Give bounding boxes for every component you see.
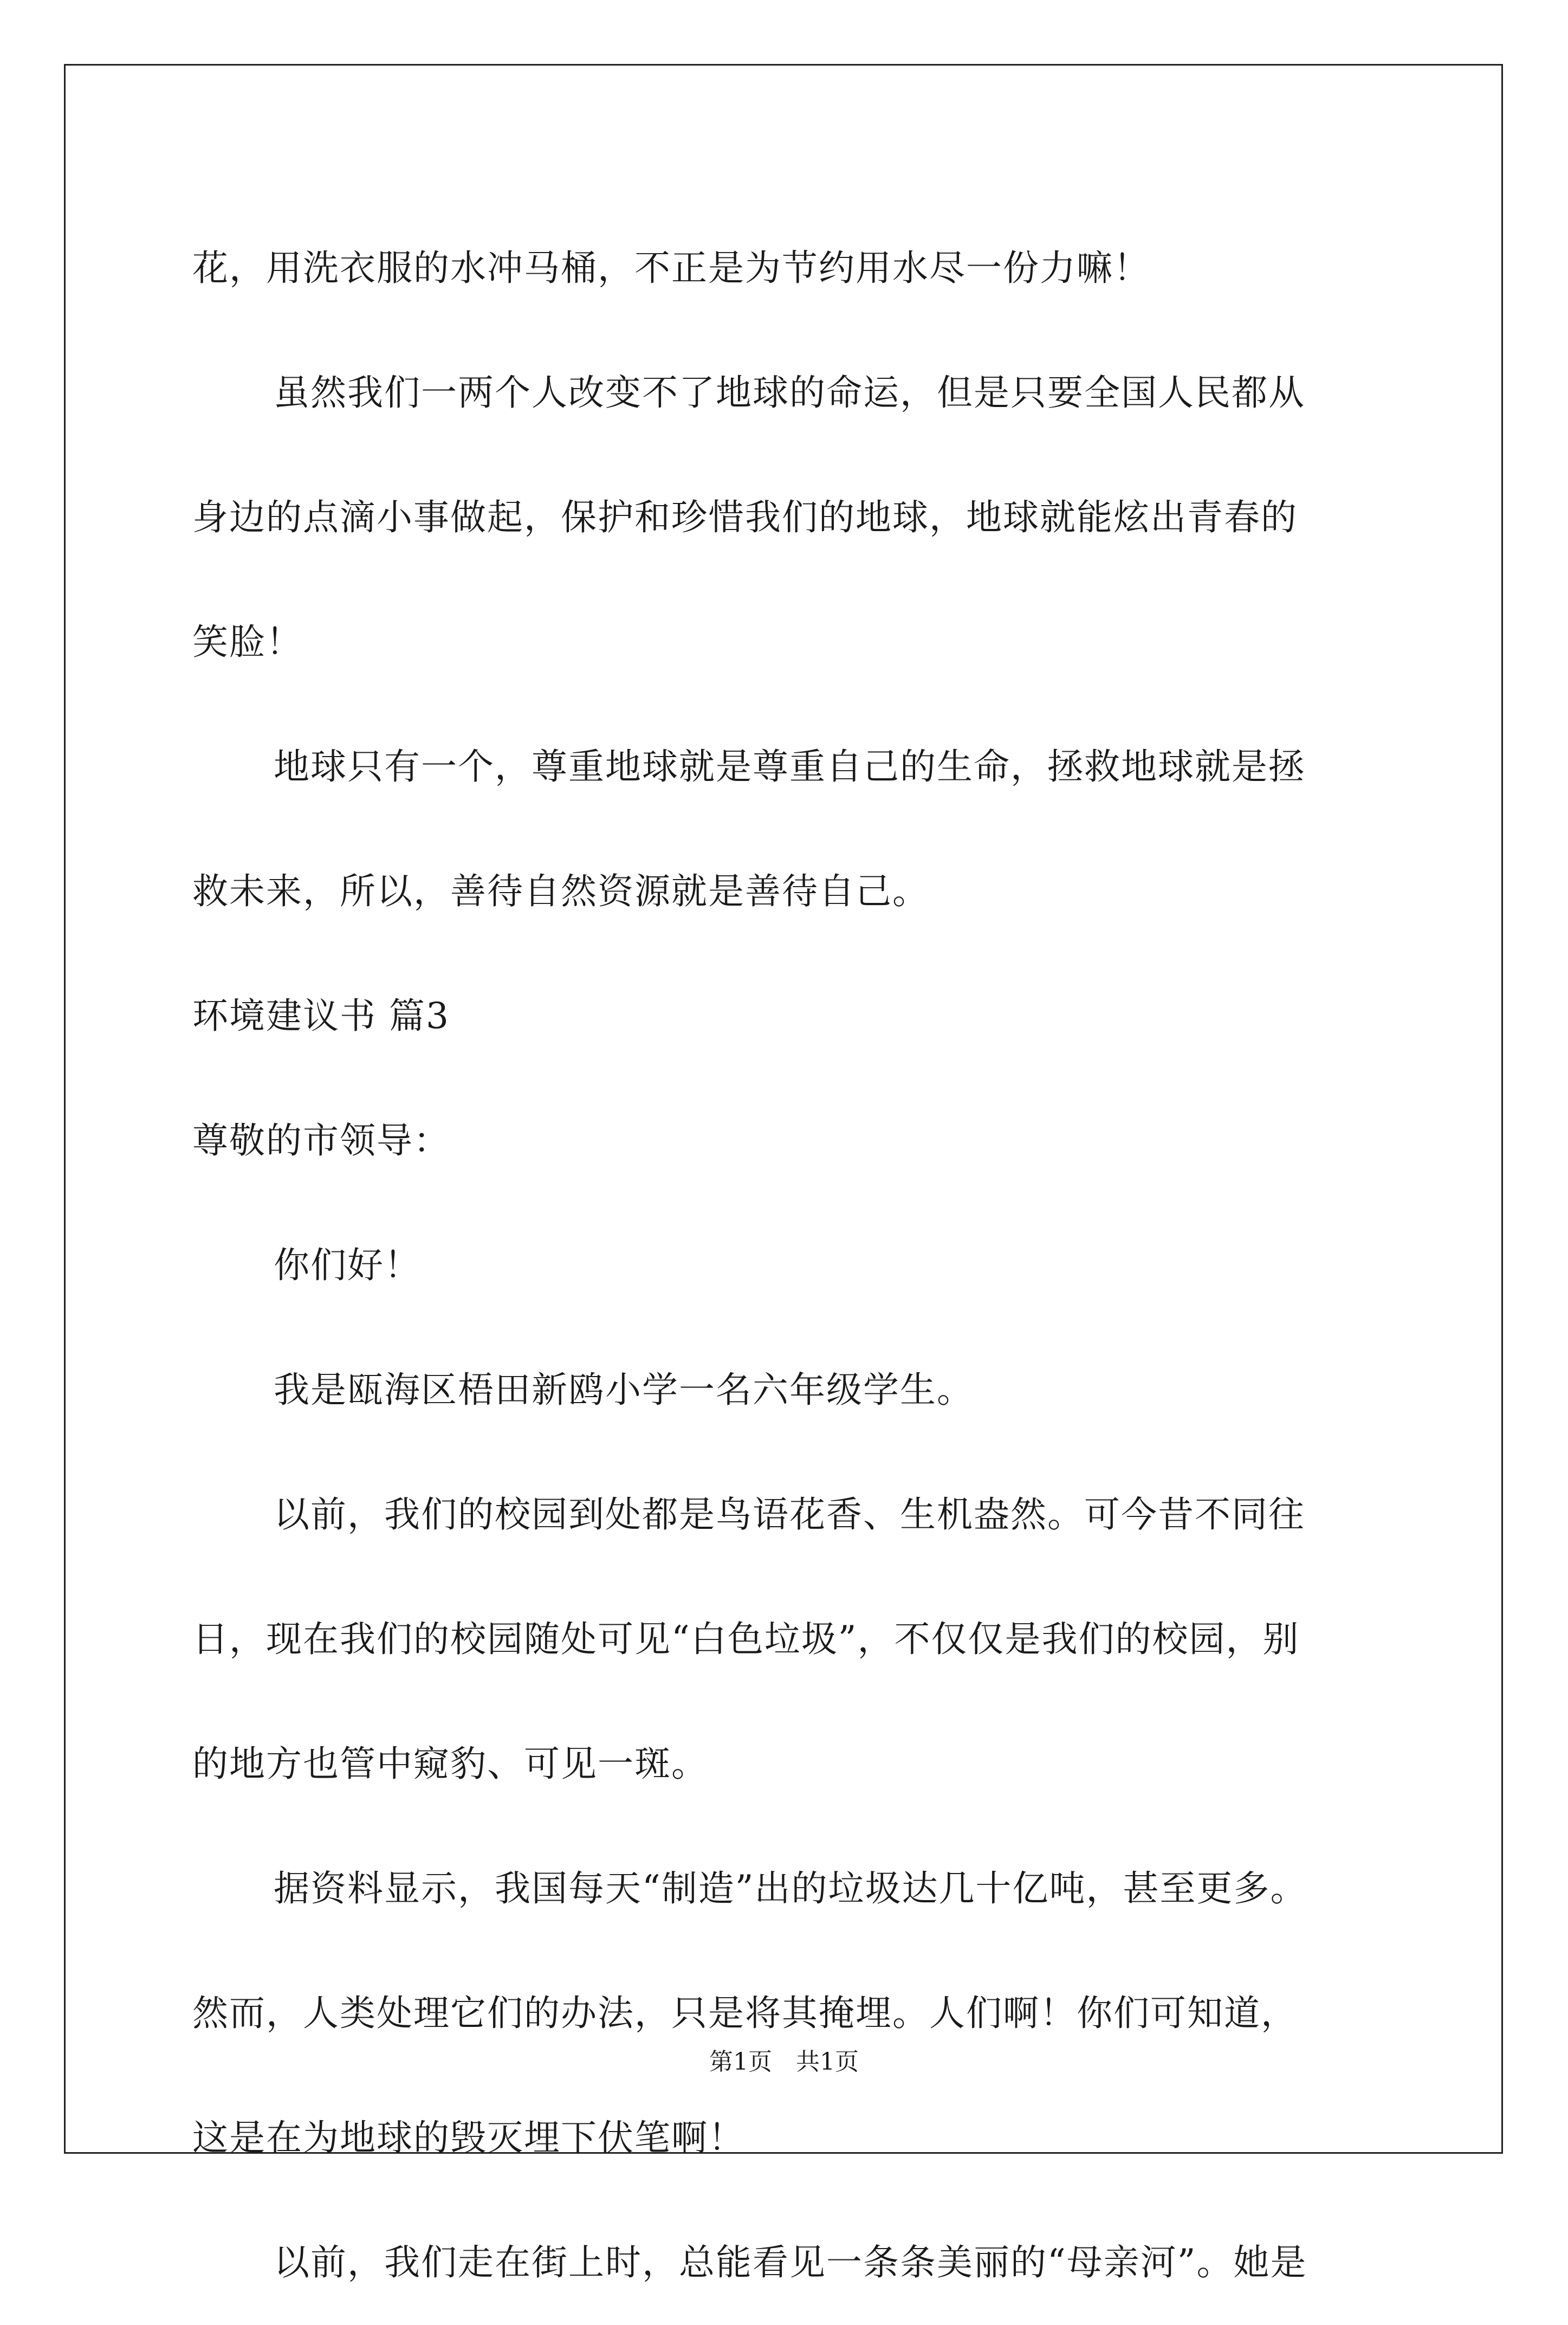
paragraph-line: 以前，我们的校园到处都是鸟语花香、生机盎然。可今昔不同往	[274, 1494, 1305, 1535]
paragraph-line: 我是瓯海区梧田新鸥小学一名六年级学生。	[274, 1369, 974, 1411]
paragraph-line: 以前，我们走在街上时，总能看见一条条美丽的“母亲河”。她是	[274, 2242, 1307, 2283]
section-heading: 环境建议书 篇3	[192, 995, 450, 1037]
document-body	[192, 206, 1384, 2325]
paragraph-line: 这是在为地球的毁灭埋下伏笔啊！	[192, 2117, 745, 2159]
page-number-total: 共1页	[796, 2048, 859, 2076]
paragraph-line: 然而，人类处理它们的办法，只是将其掩埋。人们啊！你们可知道，	[192, 1992, 1298, 2034]
paragraph-line: 的地方也管中窥豹、可见一斑。	[192, 1743, 708, 1785]
paragraph-line: 身边的点滴小事做起，保护和珍惜我们的地球，地球就能炫出青春的	[192, 496, 1298, 538]
paragraph-line: 日，现在我们的校园随处可见“白色垃圾”，不仅仅是我们的校园，别	[192, 1618, 1300, 1660]
paragraph-line: 虽然我们一两个人改变不了地球的命运，但是只要全国人民都从	[274, 372, 1305, 414]
paragraph-line: 地球只有一个，尊重地球就是尊重自己的生命，拯救地球就是拯	[274, 746, 1305, 787]
paragraph-line: 救未来，所以，善待自然资源就是善待自己。	[192, 870, 929, 912]
paragraph-line: 据资料显示，我国每天“制造”出的垃圾达几十亿吨，甚至更多。	[274, 1868, 1307, 1909]
greeting: 你们好！	[274, 1244, 421, 1286]
paragraph-line: 笑脸！	[192, 621, 303, 663]
paragraph-line: 花，用洗衣服的水冲马桶，不正是为节约用水尽一份力嘛！	[192, 247, 1150, 289]
page-footer	[0, 2046, 1568, 2078]
salutation: 尊敬的市领导：	[192, 1120, 450, 1161]
page-number-current: 第1页	[709, 2048, 772, 2076]
